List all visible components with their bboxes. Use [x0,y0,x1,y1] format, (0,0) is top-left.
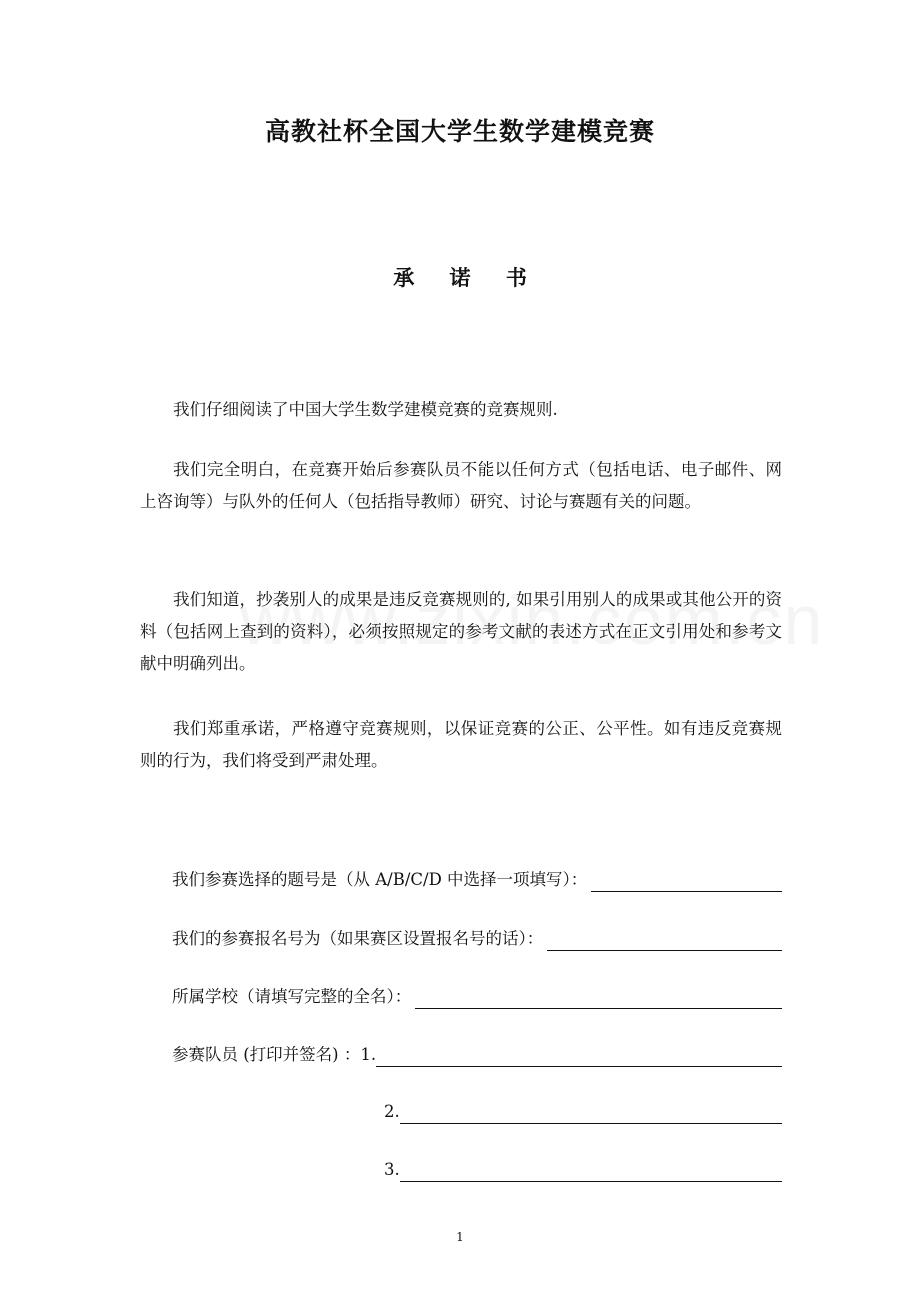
member-number: 1. [360,1045,377,1064]
registration-number-blank[interactable] [547,930,782,951]
school-label: 所属学校（请填写完整的全名）： [172,987,412,1006]
team-member-2-blank[interactable] [400,1103,782,1124]
member-number: 3. [384,1160,400,1179]
document-title: 高教社杯全国大学生数学建模竞赛 [264,117,655,146]
problem-number-field [172,866,782,892]
school-field [172,983,782,1009]
team-members-label: 参赛队员 (打印并签名) ： [172,1045,361,1064]
paragraph-citation: 我们知道，抄袭别人的成果是违反竞赛规则的, 如果引用别人的成果或其他公开的资料（包括网上查到的资料），必须按照规定的参考文献的表述方式在正文引用处和参考文献中明确列出。 [140,590,782,673]
problem-number-label: 我们参赛选择的题号是（从 A/B/C/D 中选择一项填写）： [172,870,588,889]
team-member-3-field [384,1156,782,1182]
team-member-3-blank[interactable] [400,1161,782,1182]
registration-number-label: 我们的参赛报名号为（如果赛区设置报名号的话）： [172,929,544,948]
team-member-1-field [172,1041,782,1067]
team-member-2-field [384,1098,782,1124]
paragraph-pledge: 我们郑重承诺，严格遵守竞赛规则，以保证竞赛的公正、公平性。如有违反竞赛规则的行为，我们将受到严肃处理。 [140,719,782,770]
problem-number-blank[interactable] [591,871,782,892]
paragraph-rules: 我们仔细阅读了中国大学生数学建模竞赛的竞赛规则. [173,400,558,419]
subtitle-char: 书 [505,266,527,290]
page-number: 1 [456,1230,464,1244]
member-number: 2. [384,1102,400,1121]
school-blank[interactable] [415,988,782,1009]
paragraph-no-contact: 我们完全明白，在竞赛开始后参赛队员不能以任何方式（包括电话、电子邮件、网上咨询等）与队外的任何人（包括指导教师）研究、讨论与赛题有关的问题。 [140,460,782,511]
subtitle-char: 承 [393,266,415,290]
team-member-1-blank[interactable] [376,1046,782,1067]
document-subtitle [0,262,920,292]
registration-number-field [172,925,782,951]
subtitle-char: 诺 [449,266,471,290]
